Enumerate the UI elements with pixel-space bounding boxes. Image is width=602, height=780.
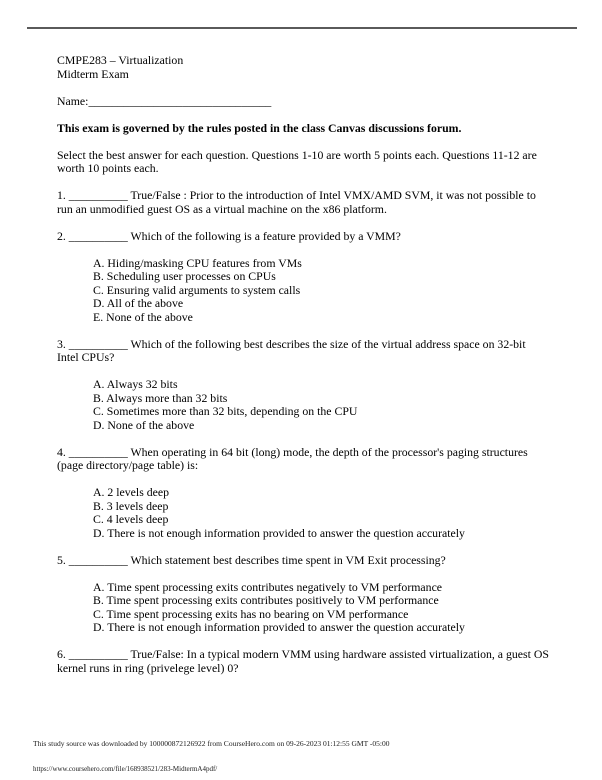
title-block (57, 54, 549, 81)
questions (57, 189, 549, 675)
header-rule (27, 27, 577, 29)
question-options (93, 486, 549, 540)
question-option: E. None of the above (93, 309, 193, 324)
question-block (57, 338, 549, 433)
question-option: D. There is not enough information provided to answer the question accurately (93, 525, 465, 540)
document-body (57, 54, 549, 689)
question-option: A. 2 levels deep (93, 485, 170, 499)
file-url-link[interactable]: https://www.coursehero.com/file/168938521/283-MidtermA4pdf/ (33, 765, 218, 773)
question-option: C. Sometimes more than 32 bits, depending on the CPU (93, 404, 358, 418)
question-option: A. Hiding/masking CPU features from VMs (93, 255, 302, 270)
course-title: CMPE283 – Virtualization (57, 53, 184, 67)
question-block (57, 648, 549, 675)
question-option: B. Time spent processing exits contributes positively to VM performance (93, 593, 439, 607)
question-option: C. Time spent processing exits has no bearing on VM performance (93, 606, 409, 621)
rules-notice: This exam is governed by the rules posted in the class Canvas discussions forum. (57, 120, 462, 135)
question-block (57, 554, 549, 635)
question-text: 6. __________ True/False: In a typical modern VMM using hardware assisted virtualization, a guest OS kernel runs in ring (privelege level) 0? (57, 647, 549, 675)
question-options (93, 378, 549, 432)
name-line (57, 95, 549, 109)
exam-title: Midterm Exam (57, 66, 129, 81)
question-options (93, 257, 549, 325)
question-text: 1. __________ True/False : Prior to the introduction of Intel VMX/AMD SVM, it was not possible to run an unmodified guest OS as a virtual machine on the x86 platform. (57, 188, 536, 216)
instructions: Select the best answer for each question. Questions 1-10 are worth 5 points each. Questions 11-12 are worth 10 points each. (57, 147, 537, 175)
question-options (93, 581, 549, 635)
name-label: Name: (57, 93, 89, 108)
question-option: C. 4 levels deep (93, 512, 169, 526)
question-option: D. None of the above (93, 417, 195, 432)
question-option: A. Time spent processing exits contributes negatively to VM performance (93, 579, 443, 594)
question-option: D. All of the above (93, 296, 184, 310)
question-option: A. Always 32 bits (93, 377, 178, 391)
question-option: C. Ensuring valid arguments to system calls (93, 282, 301, 297)
question-option: B. 3 levels deep (93, 498, 169, 513)
question-block (57, 189, 549, 216)
question-block (57, 446, 549, 541)
question-option: B. Scheduling user processes on CPUs (93, 269, 276, 283)
question-text: 5. __________ Which statement best describes time spent in VM Exit processing? (57, 552, 446, 567)
question-text: 4. __________ When operating in 64 bit (long) mode, the depth of the processor's paging structures (page directory/page table) is: (57, 444, 528, 472)
question-option: B. Always more than 32 bits (93, 390, 228, 405)
question-option: D. There is not enough information provided to answer the question accurately (93, 620, 465, 634)
question-block (57, 230, 549, 325)
question-text: 2. __________ Which of the following is a feature provided by a VMM? (57, 228, 401, 243)
download-notice: This study source was downloaded by 100000872126922 from CourseHero.com on 09-26-2023 01:12:55 GMT -05:00 (33, 739, 390, 748)
name-blank: _______________________________ (88, 93, 272, 108)
question-text: 3. __________ Which of the following best describes the size of the virtual address space on 32-bit Intel CPUs? (57, 336, 526, 364)
